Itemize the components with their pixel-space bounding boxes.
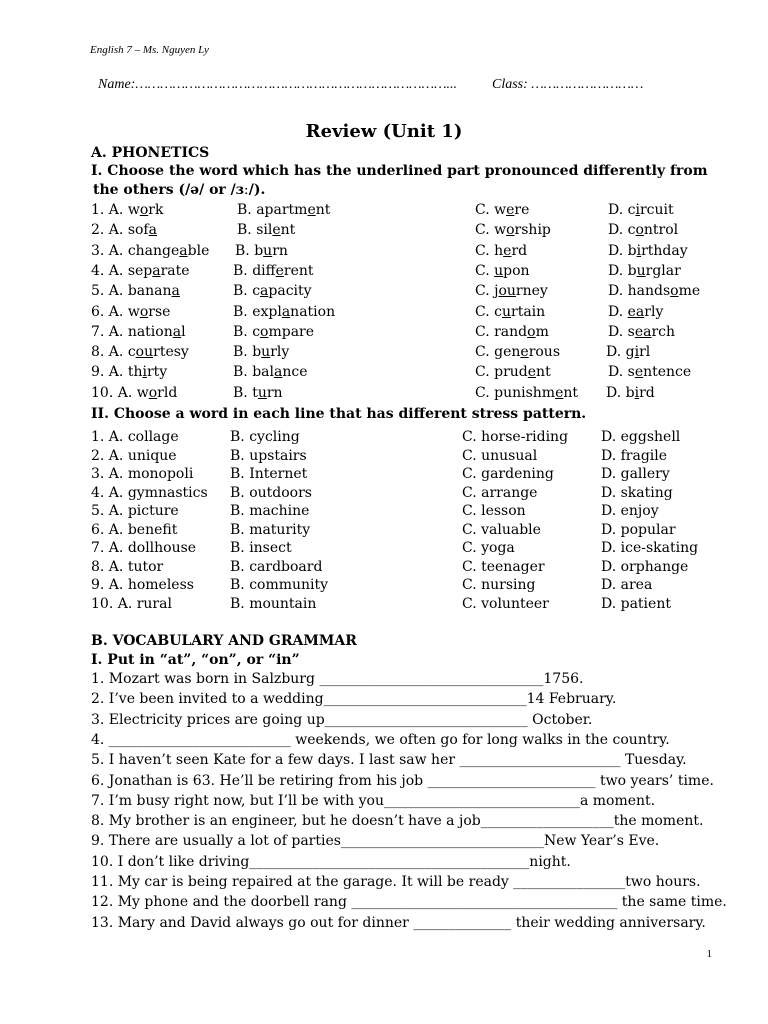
answer-option[interactable]: B. silent <box>237 222 296 239</box>
answer-option[interactable]: C. valuable <box>462 521 541 538</box>
answer-option[interactable]: B. outdoors <box>230 484 312 501</box>
answer-option[interactable]: D. control <box>608 222 679 239</box>
answer-option[interactable]: C. random <box>475 323 549 340</box>
answer-option[interactable]: 8. A. courtesy <box>91 344 189 361</box>
answer-option[interactable]: C. teenager <box>462 558 545 575</box>
answer-option[interactable]: 9. A. homeless <box>91 577 194 593</box>
answer-option[interactable]: 9. A. thirty <box>91 364 168 381</box>
answer-option[interactable]: D. bird <box>606 384 655 401</box>
answer-option[interactable]: 1. A. collage <box>91 429 179 445</box>
answer-option[interactable]: C. lesson <box>462 503 526 519</box>
fill-in-sentence: 4. __________________________ weekends, we often go for long walks in the country. <box>91 731 670 748</box>
answer-option[interactable]: D. birthday <box>608 242 688 259</box>
answer-option[interactable]: B. burn <box>235 242 288 259</box>
answer-option[interactable]: D. orphange <box>601 558 689 575</box>
answer-option[interactable]: 6. A. benefit <box>91 521 178 538</box>
answer-option[interactable]: B. machine <box>230 503 310 519</box>
answer-option[interactable]: 2. A. unique <box>91 447 177 464</box>
answer-option[interactable]: C. prudent <box>475 364 551 381</box>
answer-option[interactable]: 4. A. separate <box>91 262 190 279</box>
answer-option[interactable]: D. circuit <box>608 202 674 218</box>
answer-option[interactable]: C. arrange <box>462 484 538 501</box>
fill-in-sentence: 2. I’ve been invited to a wedding_____________________________14 February. <box>91 691 617 708</box>
answer-option[interactable]: D. early <box>608 303 664 320</box>
answer-option[interactable]: B. community <box>230 577 329 593</box>
answer-option[interactable]: C. yoga <box>462 540 515 556</box>
page-number: 1 <box>706 948 712 960</box>
answer-option[interactable]: D. enjoy <box>601 503 659 519</box>
answer-option[interactable]: C. worship <box>475 222 551 239</box>
answer-option[interactable]: 4. A. gymnastics <box>91 484 208 501</box>
answer-option[interactable]: B. insect <box>230 540 292 556</box>
answer-option[interactable]: B. explanation <box>233 303 336 320</box>
answer-option[interactable]: C. journey <box>475 283 548 300</box>
course-header: English 7 – Ms. Nguyen Ly <box>90 44 209 56</box>
fill-in-sentence: 3. Electricity prices are going up_____________________________ October. <box>91 711 593 728</box>
answer-option[interactable]: D. sentence <box>608 364 692 381</box>
answer-option[interactable]: D. gallery <box>601 466 670 482</box>
phonetics-part2-heading: II. Choose a word in each line that has different stress pattern. <box>91 406 587 422</box>
answer-option[interactable]: B. mountain <box>230 595 317 612</box>
answer-option[interactable]: D. skating <box>601 484 673 501</box>
answer-option[interactable]: C. were <box>475 202 530 218</box>
fill-in-sentence: 9. There are usually a lot of parties_____________________________New Year’s Eve. <box>91 833 660 850</box>
answer-option[interactable]: B. maturity <box>230 521 311 538</box>
answer-option[interactable]: B. cycling <box>230 429 300 445</box>
page-title: Review (Unit 1) <box>305 121 463 142</box>
answer-option[interactable]: 7. A. national <box>91 323 186 340</box>
fill-in-sentence: 12. My phone and the doorbell rang ______________________________________ the same time. <box>91 894 727 911</box>
fill-in-sentence: 10. I don’t like driving________________________________________night. <box>91 853 571 870</box>
class-field: Class: ……………………… <box>492 77 644 92</box>
phonetics-part1-heading-cont: the others (/ə/ or /ɜː/). <box>93 182 266 198</box>
answer-option[interactable]: C. volunteer <box>462 595 549 612</box>
answer-option[interactable]: D. burglar <box>608 262 681 279</box>
answer-option[interactable]: B. cardboard <box>230 558 323 575</box>
answer-option[interactable]: B. apartment <box>237 202 331 218</box>
answer-option[interactable]: C. upon <box>475 262 530 279</box>
answer-option[interactable]: B. burly <box>233 344 290 361</box>
answer-option[interactable]: C. nursing <box>462 577 536 593</box>
answer-option[interactable]: C. unusual <box>462 447 538 464</box>
answer-option[interactable]: B. turn <box>233 384 283 401</box>
answer-option[interactable]: B. balance <box>233 364 308 381</box>
vocab-part1-heading <box>91 652 300 668</box>
answer-option[interactable]: 5. A. banana <box>91 283 180 300</box>
answer-option[interactable]: 10. A. rural <box>91 595 172 612</box>
answer-option[interactable]: D. girl <box>606 344 651 361</box>
answer-option[interactable]: 6. A. worse <box>91 303 171 320</box>
answer-option[interactable]: 7. A. dollhouse <box>91 540 197 556</box>
answer-option[interactable]: D. popular <box>601 521 676 538</box>
answer-option[interactable]: C. punishment <box>475 384 579 401</box>
answer-option[interactable]: D. eggshell <box>601 429 681 445</box>
answer-option[interactable]: 8. A. tutor <box>91 558 164 575</box>
fill-in-sentence: 6. Jonathan is 63. He’ll be retiring from his job ________________________ two years’ time. <box>91 772 714 789</box>
fill-in-sentence: 7. I’m busy right now, but I’ll be with you____________________________a moment. <box>91 792 656 809</box>
answer-option[interactable]: B. Internet <box>230 466 308 482</box>
fill-in-sentence: 1. Mozart was born in Salzburg ________________________________1756. <box>91 671 584 687</box>
phonetics-section-title: A. PHONETICS <box>91 145 210 161</box>
answer-option[interactable]: B. upstairs <box>230 447 307 464</box>
answer-option[interactable]: D. patient <box>601 595 671 612</box>
answer-option[interactable]: C. generous <box>475 344 561 361</box>
answer-option[interactable]: C. curtain <box>475 303 546 320</box>
answer-option[interactable]: B. compare <box>233 323 315 340</box>
fill-in-sentence: 8. My brother is an engineer, but he doesn’t have a job___________________the moment. <box>91 813 704 830</box>
answer-option[interactable]: C. horse-riding <box>462 429 569 445</box>
vocab-part1-heading-text: I. Put in “at”, “on”, or “in” <box>91 652 300 668</box>
answer-option[interactable]: C. herd <box>475 242 528 259</box>
answer-option[interactable]: 1. A. work <box>91 202 164 218</box>
phonetics-part1-heading: I. Choose the word which has the underlined part pronounced differently from <box>91 163 708 179</box>
fill-in-sentence: 11. My car is being repaired at the garage. It will be ready ________________two hours. <box>91 874 701 890</box>
answer-option[interactable]: D. area <box>601 577 653 593</box>
answer-option[interactable]: C. gardening <box>462 466 554 482</box>
answer-option[interactable]: 10. A. world <box>91 384 178 401</box>
answer-option[interactable]: 3. A. monopoli <box>91 466 194 482</box>
fill-in-sentence: 5. I haven’t seen Kate for a few days. I last saw her _______________________ Tuesday. <box>91 752 687 769</box>
answer-option[interactable]: D. handsome <box>608 283 701 300</box>
answer-option[interactable]: B. capacity <box>233 283 312 300</box>
answer-option[interactable]: D. ice-skating <box>601 540 699 556</box>
answer-option[interactable]: 3. A. changeable <box>91 242 210 259</box>
answer-option[interactable]: D. search <box>608 323 676 340</box>
name-field: Name:…………………………………………………………………... <box>98 77 458 92</box>
fill-in-sentence: 13. Mary and David always go out for dinner ______________ their wedding anniversary. <box>91 914 706 931</box>
vocab-section-title: B. VOCABULARY AND GRAMMAR <box>91 633 357 649</box>
answer-option[interactable]: D. fragile <box>601 447 668 464</box>
answer-option[interactable]: 5. A. picture <box>91 503 179 519</box>
answer-option[interactable]: B. different <box>233 262 314 279</box>
answer-option[interactable]: 2. A. sofa <box>91 222 157 239</box>
